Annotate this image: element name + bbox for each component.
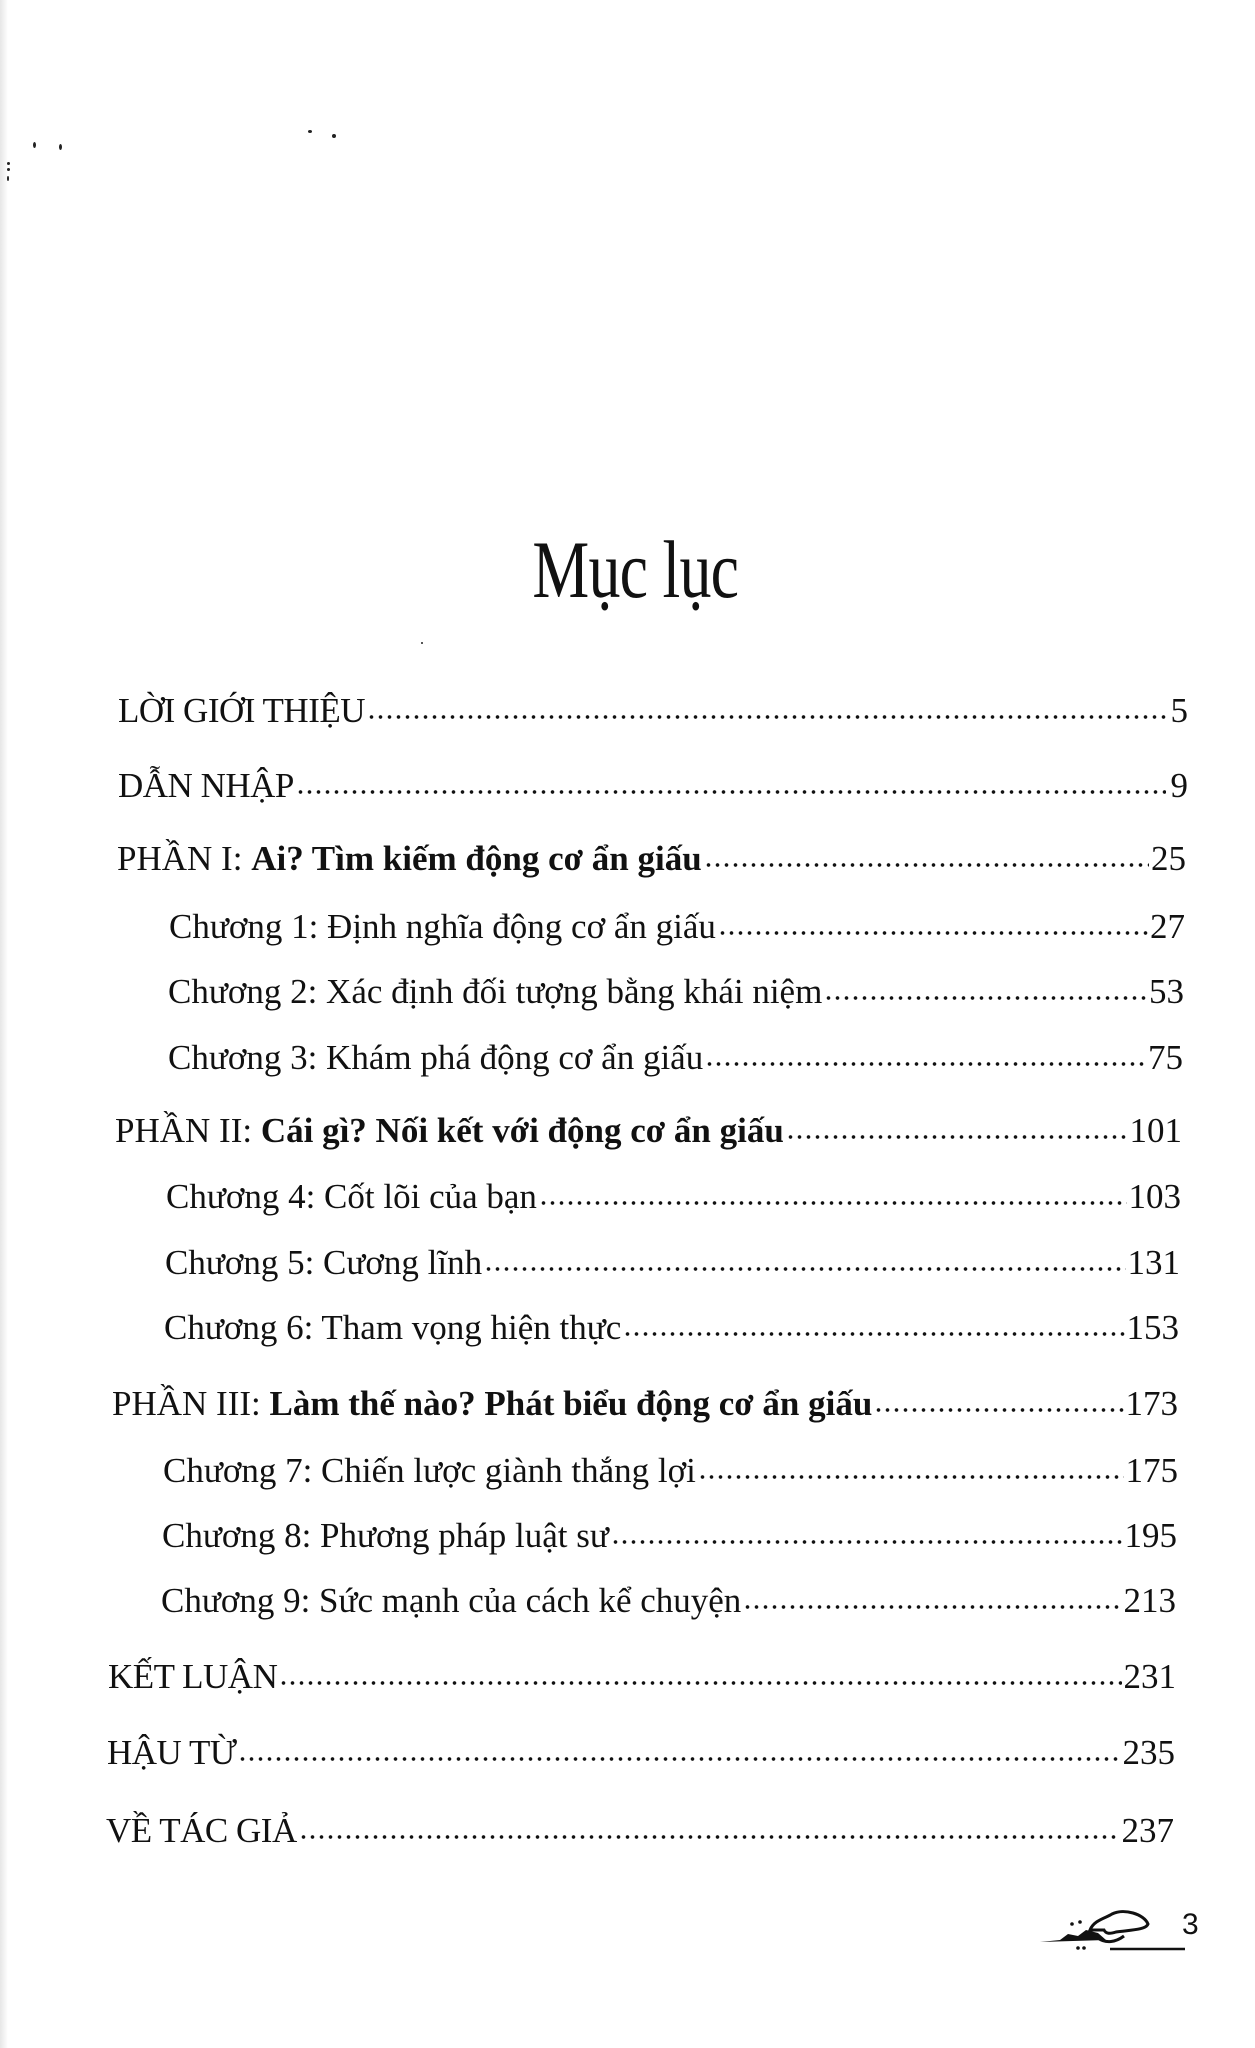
page-number: 3 [1182,1908,1199,1941]
toc-entry-label: Chương 8: Phương pháp luật sư [162,1516,609,1555]
toc-entry-part-2[interactable] [115,1106,1182,1156]
dot-leader [698,1474,1124,1480]
toc-entry-label: Chương 9: Sức mạnh của cách kể chuyện [161,1581,742,1620]
toc-entry-label [115,1106,784,1156]
toc-entry-label: HẬU TỪ [107,1733,237,1772]
toc-entry-chapter-2[interactable] [168,967,1184,1017]
toc-entry-label: Chương 2: Xác định đối tượng bằng khái niệm [168,972,823,1011]
toc-entry-label: DẪN NHẬP [118,766,294,805]
toc-entry-chapter-1[interactable] [169,902,1185,952]
dot-leader [238,1756,1120,1762]
toc-entry-ve-tac-gia[interactable] [106,1806,1174,1856]
toc-entry-part-1[interactable] [117,834,1186,884]
toc-entry-page: 173 [1125,1384,1178,1423]
toc-entry-dan-nhap[interactable] [118,761,1188,811]
toc-entry-page: 235 [1122,1733,1175,1772]
toc-entry-page: 25 [1151,839,1186,878]
toc-entry-page: 175 [1125,1451,1178,1490]
toc-entry-part-3[interactable] [112,1379,1178,1429]
toc-entry-page: 237 [1121,1811,1174,1850]
toc-entry-page: 101 [1129,1111,1182,1150]
toc-entry-page: 195 [1124,1516,1177,1555]
dot-leader [704,862,1149,868]
dot-leader [623,1331,1124,1337]
decorative-flourish-icon [1020,1900,1190,1960]
toc-entry-page: 213 [1123,1581,1176,1620]
dot-leader [874,1407,1123,1413]
toc-entry-page: 53 [1149,972,1184,1011]
toc-entry-page: 153 [1126,1308,1179,1347]
toc-entry-chapter-9[interactable] [161,1576,1176,1626]
toc-entry-label [117,834,702,884]
part-prefix: PHẦN II: [115,1111,261,1150]
dot-leader [279,1680,1121,1686]
toc-entry-chapter-7[interactable] [163,1446,1178,1496]
toc-entry-hau-tu[interactable] [107,1728,1175,1778]
toc-entry-page: 9 [1170,766,1188,805]
dot-leader [705,1061,1146,1067]
toc-entry-page: 131 [1127,1243,1180,1282]
toc-entry-label: LỜI GIỚI THIỆU [118,691,366,730]
dot-leader [786,1134,1128,1140]
toc-entry-label: Chương 6: Tham vọng hiện thực [164,1308,622,1347]
toc-entry-chapter-5[interactable] [165,1238,1180,1288]
toc-entry-page: 27 [1150,907,1185,946]
dot-leader [611,1539,1123,1545]
toc-entry-page: 75 [1148,1038,1183,1077]
part-title: Cái gì? Nối kết với động cơ ẩn giấu [260,1111,784,1150]
toc-entry-chapter-6[interactable] [164,1303,1179,1353]
toc-entry-label: VỀ TÁC GIẢ [106,1811,297,1850]
dot-leader [296,789,1166,795]
toc-entry-label: Chương 7: Chiến lược giành thắng lợi [163,1451,696,1490]
dot-leader [539,1200,1127,1206]
toc-entry-chapter-3[interactable] [168,1033,1183,1083]
toc-entry-label: Chương 5: Cương lĩnh [165,1243,483,1282]
page-title: Mục lục [532,523,739,615]
part-title: Làm thế nào? Phát biểu động cơ ẩn giấu [269,1384,873,1423]
toc-entry-label: KẾT LUẬN [108,1657,278,1696]
dot-leader [367,714,1166,720]
toc-entry-page: 231 [1123,1657,1176,1696]
toc-entry-label: Chương 1: Định nghĩa động cơ ẩn giấu [169,907,716,946]
toc-entry-label [112,1379,872,1429]
page-folio [1020,1900,1220,1960]
part-title: Ai? Tìm kiếm động cơ ẩn giấu [251,839,702,878]
toc-entry-label: Chương 3: Khám phá động cơ ẩn giấu [168,1038,704,1077]
dot-leader [743,1604,1121,1610]
toc-entry-loi-gioi-thieu[interactable] [118,686,1188,736]
dot-leader [824,995,1147,1001]
dot-leader [718,930,1148,936]
toc-entry-chapter-8[interactable] [162,1511,1177,1561]
part-prefix: PHẦN III: [112,1384,270,1423]
toc-entry-chapter-4[interactable] [166,1172,1181,1222]
toc-entry-ket-luan[interactable] [108,1652,1176,1702]
dot-leader [484,1266,1125,1272]
toc-entry-page: 5 [1170,691,1188,730]
toc-entry-page: 103 [1128,1177,1181,1216]
dot-leader [299,1834,1120,1840]
part-prefix: PHẦN I: [117,839,252,878]
toc-entry-label: Chương 4: Cốt lõi của bạn [166,1177,537,1216]
